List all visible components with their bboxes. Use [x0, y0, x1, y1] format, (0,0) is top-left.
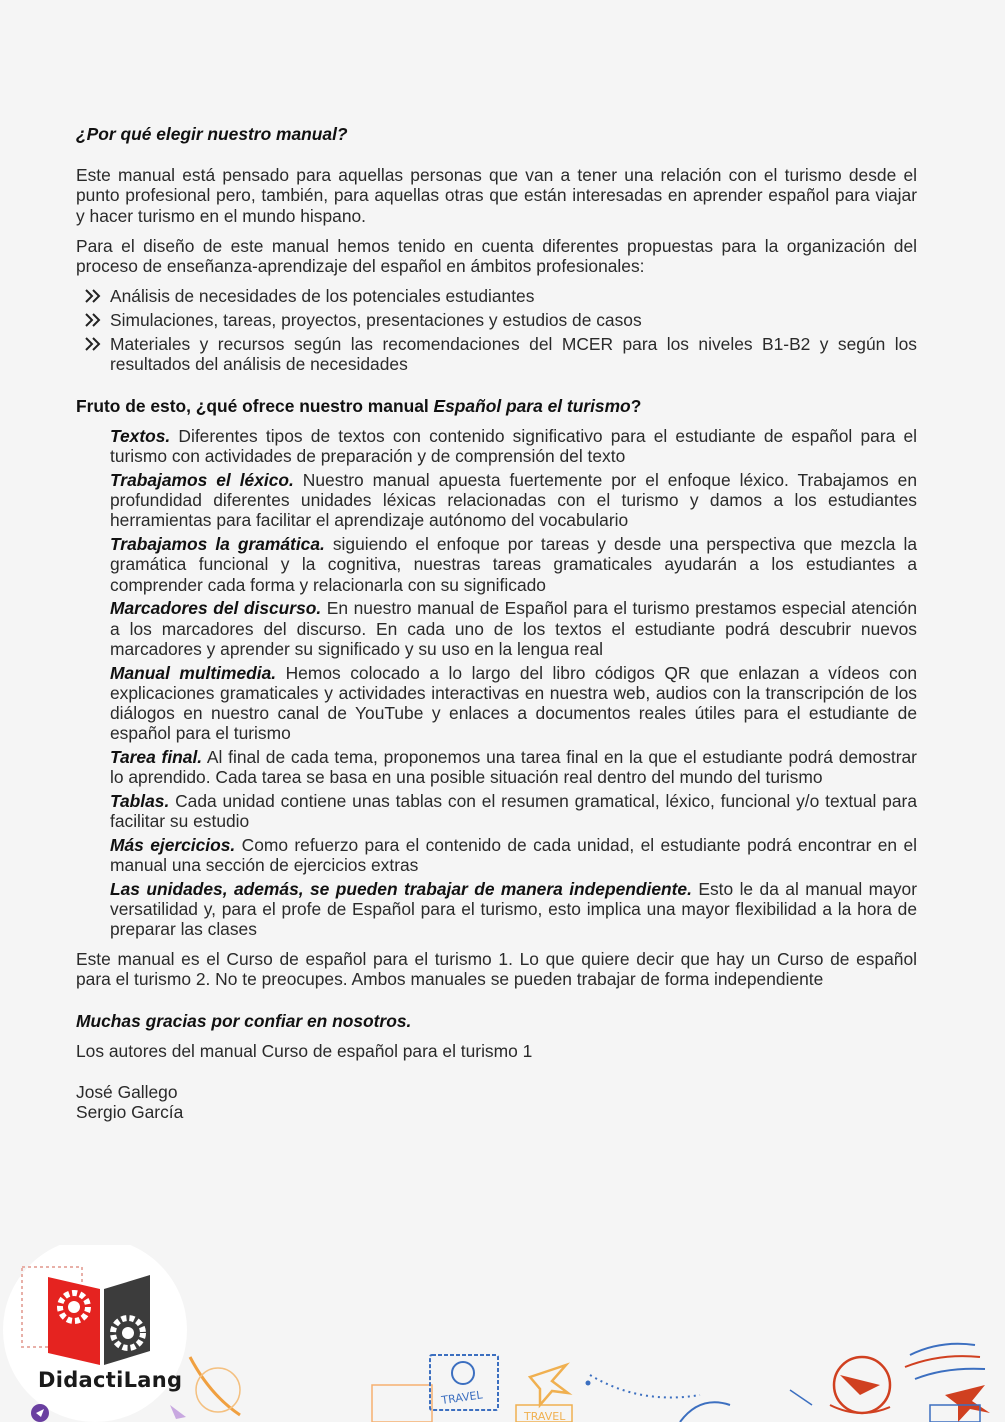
outro-paragraph: Este manual es el Curso de español para el turismo 1. Lo que quiere decir que hay un Curso de español para el turismo 2. No te preocupes. Ambos manuales se pueden trabajar de forma independiente: [76, 949, 917, 990]
bullet-text: Materiales y recursos según las recomendaciones del MCER para los niveles B1-B2 y según los resultados del análisis de necesidades: [110, 333, 917, 375]
travel-stamps-illustration: [0, 1245, 1005, 1422]
feature-item: Tarea final. Al final de cada tema, proponemos una tarea final en la que el estudiante podrá demostrar lo aprendido. Cada tarea se basa en una posible situación real dentro del mundo del turismo: [110, 747, 917, 788]
feature-item: Tablas. Cada unidad contiene unas tablas con el resumen gramatical, léxico, funcional y/o textual para facilitar su estudio: [110, 791, 917, 832]
feature-item: Manual multimedia. Hemos colocado a lo largo del libro códigos QR que enlazan a vídeos con explicaciones gramaticales y actividades interactivas en nuestra web, audios con la transcripción de los diálogos en nuestro canal de YouTube y enlaces a documentos reales útiles para el estudiante de español para el turismo: [110, 662, 918, 744]
footer-decoration: [0, 1245, 1005, 1422]
feature-item: Trabajamos el léxico. Nuestro manual apuesta fuertemente por el enfoque léxico. Trabajamos en profundidad diferentes unidades léxicas relacionadas con el turismo y damos a los estudiantes herramientas para facilitar el aprendizaje autónomo del vocabulario: [110, 470, 917, 531]
stamp-label: TRAVEL: [524, 1410, 566, 1422]
list-item: [76, 334, 917, 374]
feature-item: Más ejercicios. Como refuerzo para el contenido de cada unidad, el estudiante podrá encontrar en el manual una sección de ejercicios extras: [110, 835, 917, 876]
bullet-text: Análisis de necesidades de los potenciales estudiantes: [110, 286, 535, 307]
feature-item: Las unidades, además, se pueden trabajar de manera independiente. Esto le da al manual mayor versatilidad y, para el profe de Español para el turismo, esto implica una mayor flexibilidad a la hora de preparar las clases: [110, 879, 918, 940]
feature-list: [76, 426, 917, 940]
manual-title: Español para el turismo: [433, 395, 631, 416]
authors-line: Los autores del manual Curso de español para el turismo 1: [76, 1040, 533, 1061]
author-name: Sergio García: [76, 1102, 184, 1123]
stamp-label: TRAVEL: [440, 1388, 484, 1407]
author-name: José Gallego: [76, 1082, 178, 1103]
bullet-list: [76, 286, 917, 374]
why-heading: ¿Por qué elegir nuestro manual?: [76, 124, 348, 144]
intro-paragraph-1: Este manual está pensado para aquellas personas que van a tener una relación con el turismo desde el punto profesional pero, también, para aquellas otras que están interesadas en aprender español para viajar y hacer turismo en el mundo hispano.: [76, 165, 917, 226]
offer-heading: Fruto de esto, ¿qué ofrece nuestro manual Español para el turismo?: [76, 395, 642, 416]
feature-item: Marcadores del discurso. En nuestro manual de Español para el turismo prestamos especial atención a los marcadores del discurso. En cada uno de los textos el estudiante podrá descubrir nuevos marcadores y aprender su significado y su uso en la lengua real: [110, 598, 918, 659]
feature-item: Textos. Diferentes tipos de textos con contenido significativo para el estudiante de español para el turismo con actividades de preparación y de comprensión del texto: [110, 426, 917, 467]
list-item: [76, 310, 917, 330]
double-chevron-icon: [84, 335, 104, 353]
document-body: [76, 124, 917, 1122]
bullet-text: Simulaciones, tareas, proyectos, presentaciones y estudios de casos: [110, 310, 642, 331]
double-chevron-icon: [84, 287, 104, 305]
intro-paragraph-2: Para el diseño de este manual hemos tenido en cuenta diferentes propuestas para la organización del proceso de enseñanza-aprendizaje del español en ámbitos profesionales:: [76, 235, 917, 277]
feature-item: Trabajamos la gramática. siguiendo el enfoque por tareas y desde una perspectiva que mezcla la gramática funcional y la cognitiva, nuestras tareas gramaticales ayudarán a los estudiantes a comprender cada forma y relacionarla con su significado: [110, 534, 918, 595]
brand-logo-text: DidactiLang: [38, 1368, 183, 1392]
thanks-line: Muchas gracias por confiar en nosotros.: [76, 1010, 412, 1031]
double-chevron-icon: [84, 311, 104, 329]
list-item: [76, 286, 917, 306]
